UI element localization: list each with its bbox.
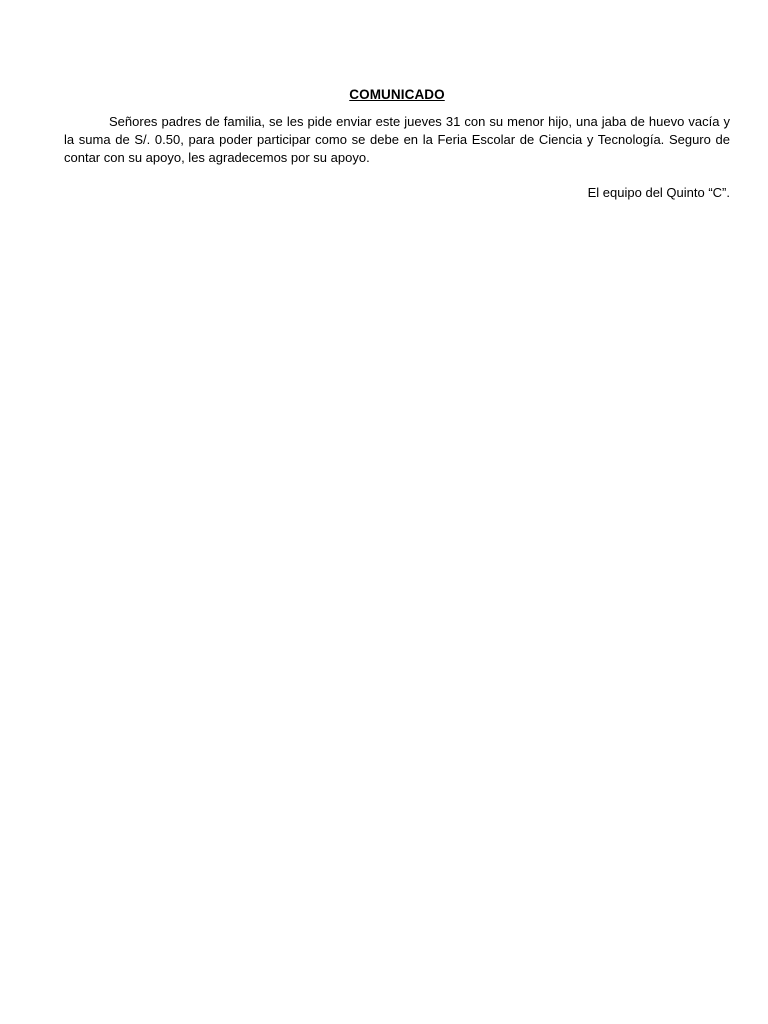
document-title: COMUNICADO bbox=[349, 87, 445, 102]
document-body: Señores padres de familia, se les pide enviar este jueves 31 con su menor hijo, una jaba de huevo vacía y la suma de S/. 0.50, para poder participar como se debe en la Feria Escolar de Ciencia y Tecnología. Seguro de contar con su apoyo, les agradecemos por su apoyo. bbox=[64, 114, 730, 165]
document-signature: El equipo del Quinto “C”. bbox=[587, 185, 730, 200]
